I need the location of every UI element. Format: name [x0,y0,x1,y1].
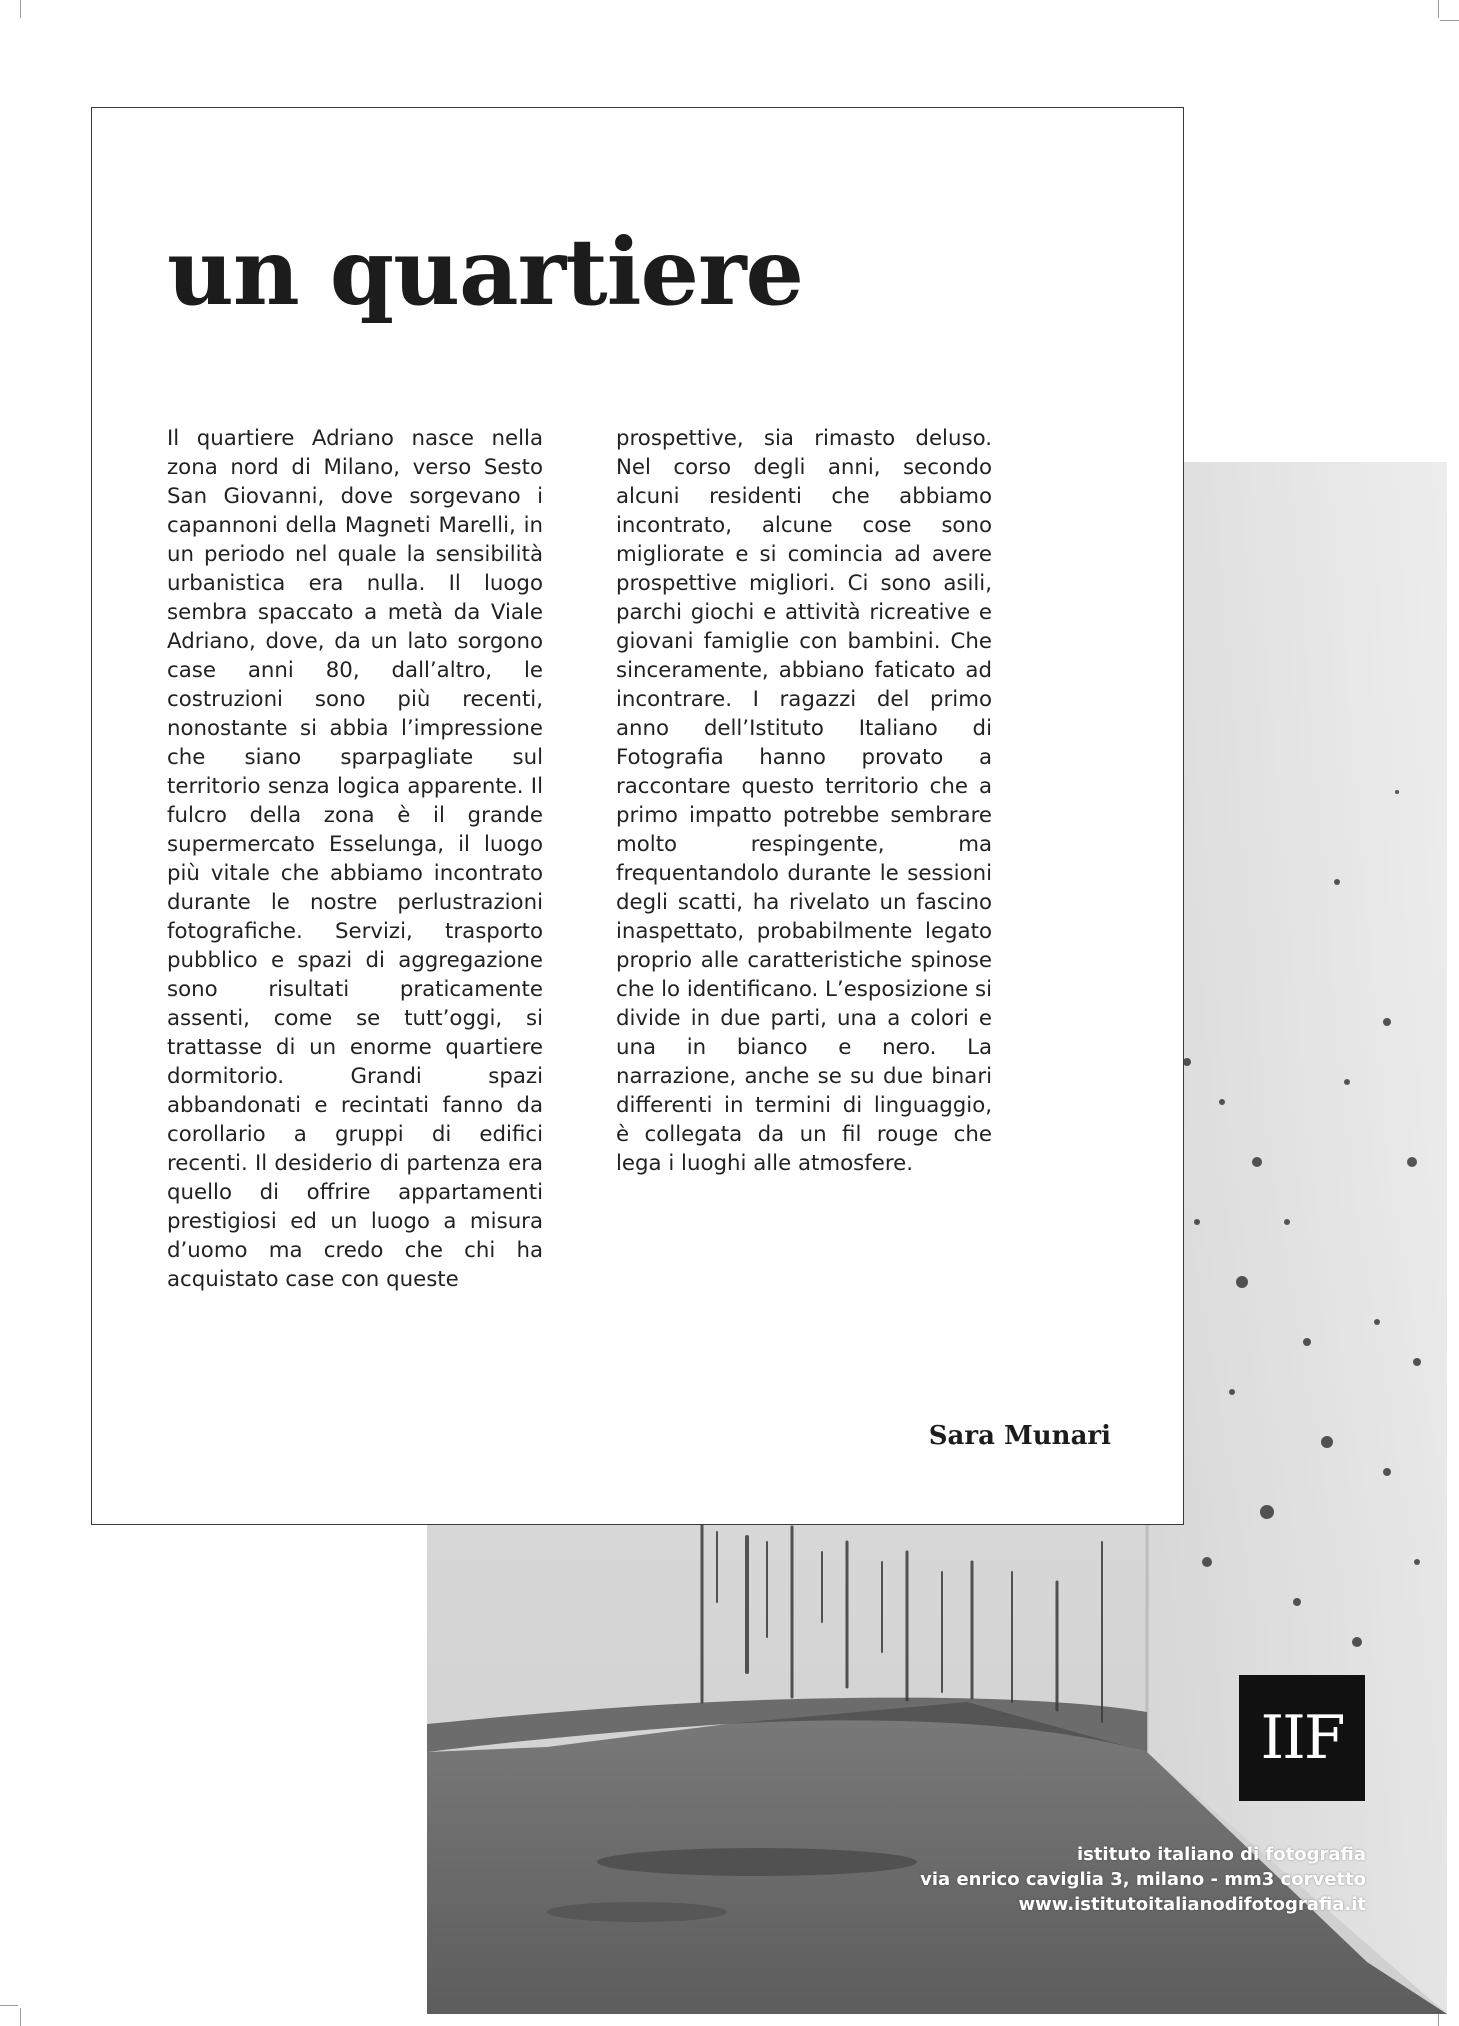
crop-mark-bottom-left [20,2008,21,2026]
article-column-2: prospettive, sia rimasto deluso. Nel corso degli anni, secondo alcuni residenti che abbiamo incontrato, alcune cose sono migliorate e si comincia ad avere prospettive migliori. Ci sono asili, parchi giochi e attività ricreative e giovani famiglie con bambini. Che sinceramente, abbiano faticato ad incontrare. I ragazzi del primo anno dell’Istituto Italiano di Fotografia hanno provato a raccontare questo territorio che a primo impatto potrebbe sembrare molto respingente, ma frequentandolo durante le sessioni degli scatti, ha rivelato un fascino inaspettato, probabilmente legato proprio alle caratteristiche spinose che lo identificano. L’esposizione si divide in due parti, una a colori e una in bianco e nero. La narrazione, anche se su due binari differenti in termini di linguaggio, è collegata da un fil rouge che lega i luoghi alle atmosfere. [616,426,992,1176]
footer-address: via enrico caviglia 3, milano - mm3 corvetto [920,1869,1366,1890]
logo-text: IIF [1260,1703,1344,1773]
footer-website: www.istitutoitalianodifotografia.it [1018,1894,1366,1915]
crop-mark-top-right [1438,0,1439,18]
footer-institute-name: istituto italiano di fotografia [1076,1844,1366,1865]
crop-mark-top-left [20,0,21,18]
iif-logo [1239,1675,1365,1801]
article-panel [91,107,1184,1525]
crop-mark-bottom-left-h [0,2005,18,2006]
crop-mark-top-right-h [1440,20,1459,21]
author-name: Sara Munari [928,1421,1111,1451]
footer-info [920,1842,1366,1917]
page-title: un quartiere [167,218,804,326]
article-column-1: Il quartiere Adriano nasce nella zona nord di Milano, verso Sesto San Giovanni, dove sorgevano i capannoni della Magneti Marelli, in un periodo nel quale la sensibilità urbanistica era nulla. Il luogo sembra spaccato a metà da Viale Adriano, dove, da un lato sorgono case anni 80, dall’altro, le costruzioni sono più recenti, nonostante si abbia l’impressione che siano sparpagliate sul territorio senza logica apparente. Il fulcro della zona è il grande supermercato Esselunga, il luogo più vitale che abbiamo incontrato durante le nostre perlustrazioni fotografiche. Servizi, trasporto pubblico e spazi di aggregazione sono risultati praticamente assenti, come se tutt’oggi, si trattasse di un enorme quartiere dormitorio. Grandi spazi abbandonati e recintati fanno da corollario a gruppi di edifici recenti. Il desiderio di partenza era quello di offrire appartamenti prestigiosi ed un luogo a misura d’uomo ma credo che chi ha acquistato case con queste [167,426,543,1292]
